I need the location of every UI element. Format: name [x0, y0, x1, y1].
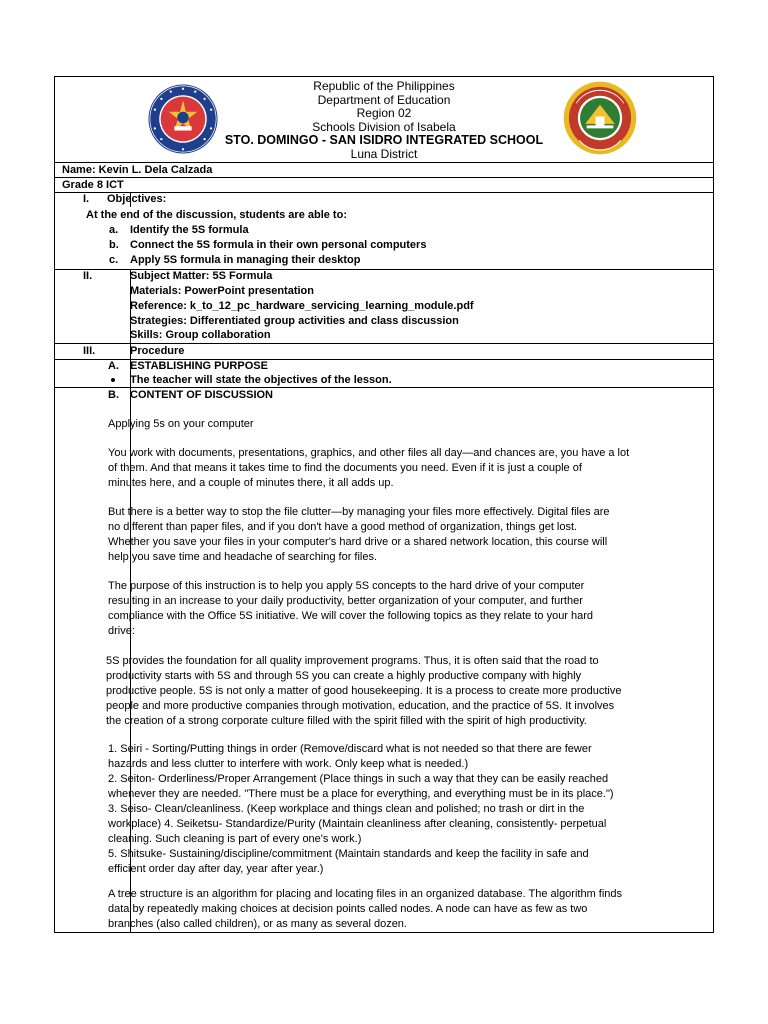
procedure-title: Procedure — [130, 345, 185, 357]
subject-matter: Subject Matter: 5S Formula — [130, 270, 273, 282]
paragraph-line: A tree structure is an algorithm for placing and locating files in an organized database. The algorithm finds — [108, 888, 623, 900]
purpose-bullet-text: The teacher will state the objectives of the lesson. — [130, 374, 392, 386]
lesson-plan-table — [54, 76, 714, 933]
paragraph-line: whenever they are needed. "There must be a place for everything, and everything must be in its place.") — [108, 788, 614, 800]
header-division: Schools Division of Isabela — [312, 119, 456, 134]
paragraph-line: of them. And that means it takes time to find the documents you need. Even if it is just a couple of — [108, 462, 582, 474]
header-district: Luna District — [350, 146, 418, 161]
subject-skills: Skills: Group collaboration — [130, 329, 271, 341]
content-heading: Applying 5s on your computer — [108, 418, 254, 430]
header-region: Region 02 — [356, 106, 412, 120]
purpose-letter: A. — [108, 360, 119, 372]
objective-item: Apply 5S formula in managing their desktop — [130, 254, 361, 266]
content-title: CONTENT OF DISCUSSION — [130, 389, 274, 401]
paragraph-line: 3. Seiso- Clean/cleanliness. (Keep workplace and things clean and polished; no trash or dirt in the — [108, 803, 585, 815]
paragraph-line: no different than paper files, and if you don't have a good method of organization, things get lost. — [108, 521, 578, 533]
objectives-title: Objectives: — [107, 193, 167, 205]
objective-item: Connect the 5S formula in their own personal computers — [130, 239, 427, 251]
paragraph-line: compliance with the Office 5S initiative. We will cover the following topics as they relate to your hard — [108, 610, 594, 622]
subject-number: II. — [83, 270, 93, 282]
paragraph-5s-list — [108, 742, 706, 877]
paragraph-line: Whether you save your files in your computer's hard drive or a shared network location, this course will — [108, 536, 608, 548]
paragraph-purpose — [108, 579, 706, 639]
objective-letter: c. — [109, 254, 119, 266]
paragraph-line: hazards and less clutter to interfere with work. Only keep what is needed.) — [108, 758, 469, 770]
paragraph-5s-foundation — [106, 654, 706, 729]
paragraph-line: drive: — [108, 625, 135, 637]
paragraph-line: productivity starts with 5S and through 5S you can create a highly productive company with highly — [106, 670, 582, 682]
subject-materials: Materials: PowerPoint presentation — [130, 285, 314, 297]
header-republic: Republic of the Philippines — [313, 79, 455, 93]
objective-letter: a. — [109, 224, 119, 236]
paragraph-line: You work with documents, presentations, graphics, and other files all day—and chances are, you have a lot — [108, 447, 630, 459]
objectives-intro: At the end of the discussion, students are able to: — [86, 209, 347, 221]
purpose-title: ESTABLISHING PURPOSE — [130, 360, 268, 372]
paragraph-line: 2. Seiton- Orderliness/Proper Arrangement (Place things in such a way that they can be easily reached — [108, 773, 609, 785]
paragraph-line: the creation of a strong corporate culture filled with the spirit filled with the spirit of high productivity. — [106, 715, 587, 727]
paragraph-line: minutes here, and a couple of minutes there, it all adds up. — [108, 477, 394, 489]
paragraph-line: But there is a better way to stop the file clutter—by managing your files more effectively. Digital files are — [108, 506, 610, 518]
content-letter: B. — [108, 389, 119, 401]
bullet-icon — [111, 373, 115, 388]
paragraph-clutter — [108, 505, 706, 565]
header-department: Department of Education — [317, 92, 451, 107]
student-name: Name: Kevin L. Dela Calzada — [62, 164, 213, 176]
deped-seal-icon — [147, 83, 219, 155]
paragraph-line: The purpose of this instruction is to help you apply 5S concepts to the hard drive of your computer — [108, 580, 585, 592]
objectives-number: I. — [83, 193, 90, 205]
objective-letter: b. — [109, 239, 119, 251]
paragraph-line: 5S provides the foundation for all quality improvement programs. Thus, it is often said that the road to — [106, 655, 599, 667]
paragraph-line: data by repeatedly making choices at decision points called nodes. A node can have as few as two — [108, 903, 588, 915]
paragraph-intro — [108, 446, 706, 491]
subject-reference: Reference: k_to_12_pc_hardware_servicing_learning_module.pdf — [130, 300, 474, 312]
paragraph-tree-structure — [108, 887, 706, 932]
paragraph-line: workplace) 4. Seiketsu- Standardize/Purity (Maintain cleanliness after cleaning, consistently- perpetual — [108, 818, 607, 830]
school-seal-icon — [563, 81, 637, 155]
subject-strategies: Strategies: Differentiated group activities and class discussion — [130, 315, 459, 327]
paragraph-line: resulting in an increase to your daily productivity, better organization of your computer, and further — [108, 595, 583, 607]
grade-level: Grade 8 ICT — [62, 179, 124, 191]
objective-item: Identify the 5S formula — [130, 224, 249, 236]
paragraph-line: people and more productive companies through motivation, education, and the practice of 5S. It involves — [106, 700, 615, 712]
paragraph-line: 5. Shitsuke- Sustaining/discipline/commitment (Maintain standards and keep the facility in safe and — [108, 848, 589, 860]
procedure-number: III. — [83, 345, 96, 357]
paragraph-line: 1. Seiri - Sorting/Putting things in order (Remove/discard what is not needed so that there are fewer — [108, 743, 592, 755]
paragraph-line: branches (also called children), or as many as several dozen. — [108, 918, 407, 930]
paragraph-line: efficient order day after day, year after year.) — [108, 863, 324, 875]
paragraph-line: productive people. 5S is not only a matter of good housekeeping. It is a process to create more productive — [106, 685, 622, 697]
header-school-name: STO. DOMINGO - SAN ISIDRO INTEGRATED SCHOOL — [224, 133, 544, 147]
paragraph-line: help you save time and headache of searching for files. — [108, 551, 378, 563]
paragraph-line: cleaning. Such cleaning is part of every one's work.) — [108, 833, 362, 845]
